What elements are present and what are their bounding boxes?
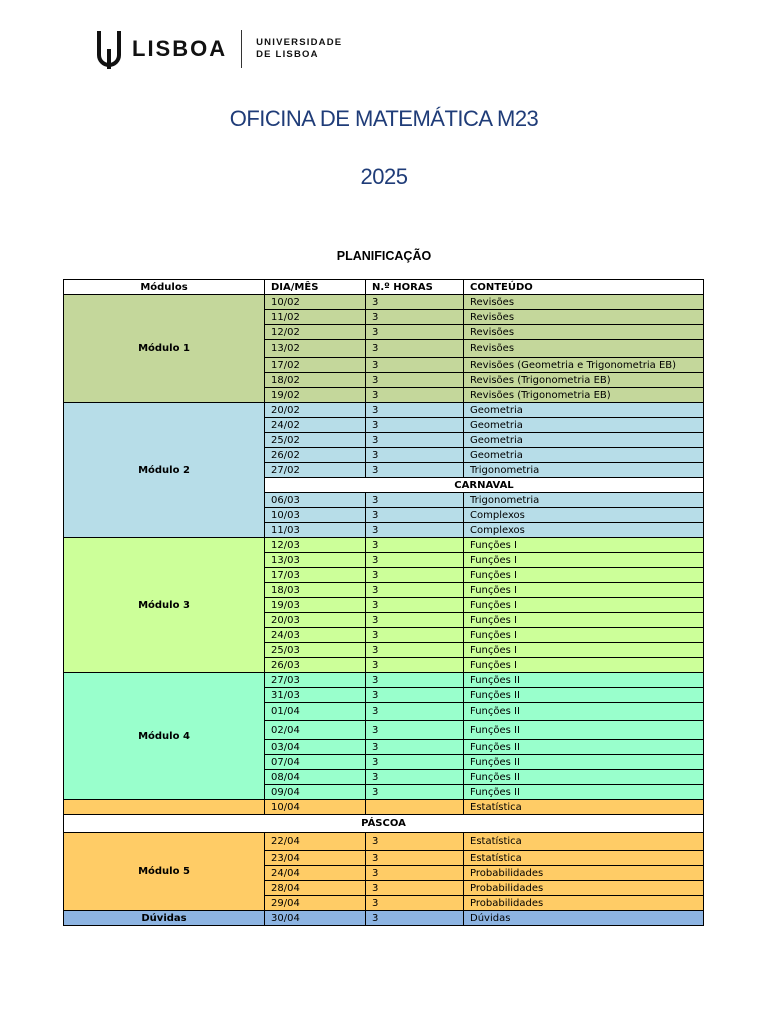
break-label: CARNAVAL xyxy=(265,478,704,493)
table-row: 24/03 3 Funções I xyxy=(64,628,704,643)
table-row: 26/02 3 Geometria xyxy=(64,448,704,463)
table-row: 23/04 3 Estatística xyxy=(64,851,704,866)
table-row: 19/02 3 Revisões (Trigonometria EB) xyxy=(64,388,704,403)
table-row: 27/02 3 Trigonometria xyxy=(64,463,704,478)
table-row: 09/04 3 Funções II xyxy=(64,785,704,800)
break-row-pascoa xyxy=(64,815,704,833)
table-row: 18/03 3 Funções I xyxy=(64,583,704,598)
table-row: 03/04 3 Funções II xyxy=(64,740,704,755)
header-modules: Módulos xyxy=(64,280,265,295)
table-row: 25/02 3 Geometria xyxy=(64,433,704,448)
table-row: 19/03 3 Funções I xyxy=(64,598,704,613)
module-4-cell: Módulo 4 xyxy=(64,673,265,800)
table-row: 20/03 3 Funções I xyxy=(64,613,704,628)
empty-module-cell xyxy=(64,800,265,815)
module-2-cell: Módulo 2 xyxy=(64,403,265,538)
section-title: PLANIFICAÇÃO xyxy=(336,249,432,263)
table-row: 10/04 Estatística xyxy=(64,800,704,815)
table-row: 11/02 3 Revisões xyxy=(64,310,704,325)
table-row: Módulo 5 22/04 3 Estatística xyxy=(64,833,704,851)
table-row: 31/03 3 Funções II xyxy=(64,688,704,703)
table-row: Módulo 1 10/02 3 Revisões xyxy=(64,295,704,310)
duvidas-cell: Dúvidas xyxy=(64,911,265,926)
table-row: 17/03 3 Funções I xyxy=(64,568,704,583)
table-row: 29/04 3 Probabilidades xyxy=(64,896,704,911)
module-1-cell: Módulo 1 xyxy=(64,295,265,403)
header-date: DIA/MÊS xyxy=(265,280,366,295)
table-row: 06/03 3 Trigonometria xyxy=(64,493,704,508)
break-label: PÁSCOA xyxy=(64,815,704,833)
u-logo-icon xyxy=(96,29,122,69)
header-hours: N.º HORAS xyxy=(366,280,464,295)
table-row: 13/02 3 Revisões xyxy=(64,340,704,358)
table-row: 24/02 3 Geometria xyxy=(64,418,704,433)
logo-wordmark: LISBOA xyxy=(132,36,228,61)
table-row: 25/03 3 Funções I xyxy=(64,643,704,658)
table-row: 17/02 3 Revisões (Geometria e Trigonometria EB) xyxy=(64,358,704,373)
table-row: 07/04 3 Funções II xyxy=(64,755,704,770)
page-year: 2025 xyxy=(360,164,408,189)
table-row: 13/03 3 Funções I xyxy=(64,553,704,568)
university-logo xyxy=(96,28,342,70)
module-3-cell: Módulo 3 xyxy=(64,538,265,673)
table-row: 10/03 3 Complexos xyxy=(64,508,704,523)
table-row: Módulo 3 12/03 3 Funções I xyxy=(64,538,704,553)
table-row: Módulo 2 20/02 3 Geometria xyxy=(64,403,704,418)
table-row: Módulo 4 27/03 3 Funções II xyxy=(64,673,704,688)
schedule-table xyxy=(63,279,704,926)
table-row: 24/04 3 Probabilidades xyxy=(64,866,704,881)
table-row: 18/02 3 Revisões (Trigonometria EB) xyxy=(64,373,704,388)
module-5-cell: Módulo 5 xyxy=(64,833,265,911)
table-row: 12/02 3 Revisões xyxy=(64,325,704,340)
table-header-row xyxy=(64,280,704,295)
header-content: CONTEÚDO xyxy=(464,280,704,295)
logo-subtitle: UNIVERSIDADE DE LISBOA xyxy=(256,37,343,60)
table-row: 28/04 3 Probabilidades xyxy=(64,881,704,896)
table-row: Dúvidas 30/04 3 Dúvidas xyxy=(64,911,704,926)
logo-divider xyxy=(241,30,242,68)
page-title: OFICINA DE MATEMÁTICA M23 xyxy=(229,106,539,131)
table-row: 26/03 3 Funções I xyxy=(64,658,704,673)
table-row: 11/03 3 Complexos xyxy=(64,523,704,538)
table-row: 01/04 3 Funções II xyxy=(64,703,704,721)
table-row: 08/04 3 Funções II xyxy=(64,770,704,785)
table-row: 02/04 3 Funções II xyxy=(64,721,704,740)
